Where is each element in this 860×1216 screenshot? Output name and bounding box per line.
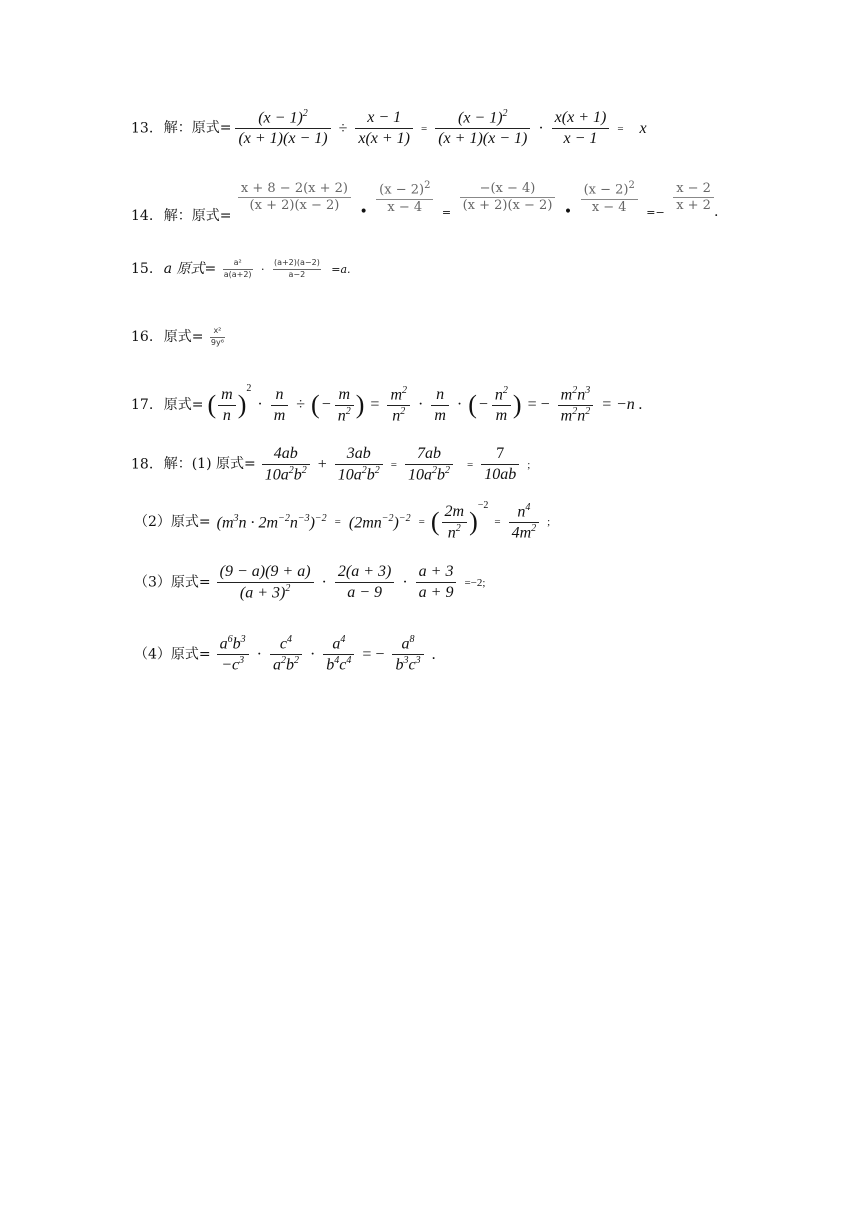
- result: =−2;: [464, 576, 486, 589]
- solution-14: [131, 180, 720, 225]
- math-expression: $\frac{a^6b^3}{-c^3}$ · $\frac{c^4}{a^2b^2}$ · $\frac{a^4}{b^4c^4}$ = − $\frac{a^8}{b^3c^3}$ .: [211, 646, 438, 663]
- item-number: 17.: [131, 397, 154, 413]
- solution-18-1: [131, 444, 532, 485]
- math-expression: $(m^3n \cdot 2m^{-2}n^{-3})^{-2} = (2mn^{-2})^{-2}$ = ( $\frac{2m}{n^2}$ )$^{-2}$ = $\frac{n^4}{4m^2}$ ;: [216, 500, 551, 542]
- item-label: 原式=: [163, 397, 204, 413]
- item-label: （2）原式=: [134, 514, 211, 530]
- solution-18-4: [134, 634, 438, 676]
- math-expression: $\frac{(9 - a)(9 + a)}{(a + 3)^2}$ · $\frac{2(a + 3)}{a - 9}$ · $\frac{a + 3}{a + 9}$ =−2;: [211, 573, 488, 590]
- item-label: 解：原式=: [163, 207, 232, 224]
- solution-18-3: [134, 562, 487, 603]
- math-expression: $\frac{x + 8 - 2(x + 2)}{(x + 2)(x - 2)}$ • $\frac{(x - 2)^2}{x - 4}$ = $\frac{-(x - 4)}{(x + 2)(x - 2)}$ • $\frac{(x - 2)^2}{x - 4}$ =− $\frac{x - 2}{x + 2}$ .: [231, 190, 720, 206]
- math-expression: $\frac{(x - 1)^2}{(x + 1)(x - 1)}$ ÷ $\frac{x - 1}{x(x + 1)}$ = $\frac{(x - 1)^2}{(x + 1)(x - 1)}$ · $\frac{x(x + 1)}{x - 1}$ = x: [229, 119, 648, 136]
- result: x: [639, 119, 647, 137]
- result: =a.: [331, 262, 351, 276]
- solution-15: [131, 258, 353, 280]
- item-number: 14.: [131, 207, 154, 224]
- item-label: a 原式=: [163, 261, 217, 277]
- math-expression: $\frac{\text{x²}}{\text{9y⁶}}$: [210, 326, 224, 347]
- math-expression: $\frac{\text{a²}}{a(a+2)}$ · $\frac{(a+2)(a-2)}{a-2}$ =a.: [223, 258, 351, 279]
- item-label: 解：原式=: [163, 120, 232, 137]
- math-expression: $\frac{4ab}{10a^2b^2}$ + $\frac{3ab}{10a^2b^2}$ = $\frac{7ab}{10a^2b^2}$ = $\frac{7}{10ab}$ ;: [256, 455, 533, 472]
- item-number: 16.: [131, 329, 154, 345]
- solution-13: [131, 108, 649, 149]
- solution-16: [131, 326, 227, 348]
- solution-17: [131, 383, 645, 426]
- item-label: （3）原式=: [134, 574, 211, 591]
- item-number: 15.: [131, 261, 154, 277]
- item-number: 18.: [131, 456, 154, 473]
- item-label: （4）原式=: [134, 646, 211, 663]
- result: = −n .: [601, 396, 643, 414]
- math-expression: ( $\frac{m}{n}$ )$^2$ · $\frac{n}{m}$ ÷ ( − $\frac{m}{n^2}$ ) = $\frac{m^2}{n^2}$ · $\frac{n}{m}$ · ( − $\frac{n^2}{m}$ ) = − $\frac{m^2n^3}{m^2n^2}$ = −n .: [207, 383, 643, 425]
- item-label: 解：(1) 原式=: [163, 456, 256, 473]
- solution-18-2: [134, 500, 552, 543]
- item-number: 13.: [131, 120, 154, 137]
- item-label: 原式=: [163, 329, 204, 345]
